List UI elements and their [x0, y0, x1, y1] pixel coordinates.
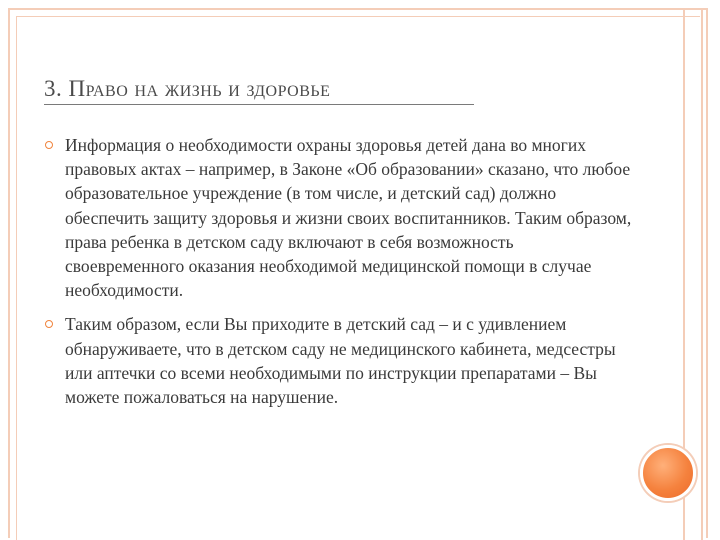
bullet-item: [44, 312, 634, 409]
title-underline: [44, 104, 474, 105]
bullet-text: Информация о необходимости охраны здоровья детей дана во многих правовых актах – например, в Законе «Об образовании» сказано, что любое образовательное учреждение (в том числе, и детский сад) должно обеспечить защиту здоровья и жизни своих воспитанников. Таким образом, права ребенка в детском саду включают в себя возможность своевременного оказания необходимой медицинской помощи в случае необходимости.: [65, 135, 632, 301]
bullet-text: Таким образом, если Вы приходите в детский сад – и с удивлением обнаруживаете, что в детском саду не медицинского кабинета, медсестры или аптечки со всеми необходимыми по инструкции препаратами – Вы можете пожаловаться на нарушение.: [65, 314, 616, 408]
bullet-circle-icon: [45, 141, 53, 149]
bullet-list: [44, 133, 634, 419]
bullet-item: [44, 133, 634, 302]
bullet-circle-icon: [45, 320, 53, 328]
slide-title: 3. Право на жизнь и здоровье: [44, 76, 331, 101]
decorative-circle-icon: [640, 445, 696, 501]
